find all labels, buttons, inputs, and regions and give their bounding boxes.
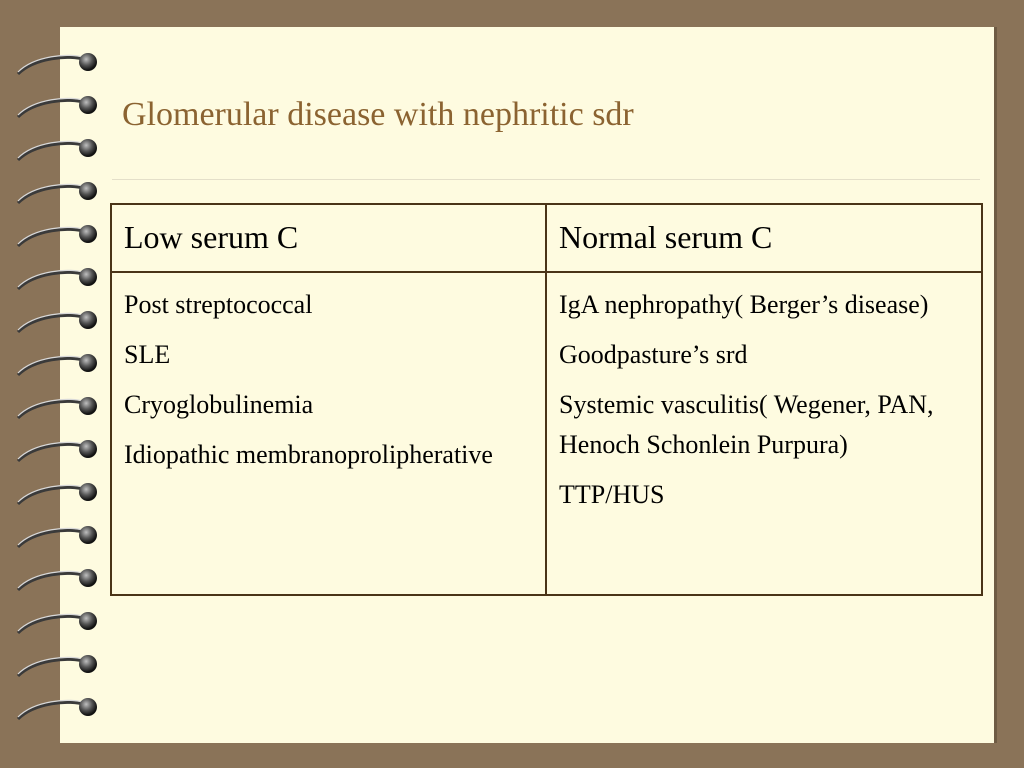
binding-ring xyxy=(18,354,97,375)
binding-ring xyxy=(18,440,97,461)
binding-ring xyxy=(18,698,97,719)
binding-ring xyxy=(18,225,97,246)
binding-ring xyxy=(18,483,97,504)
binding-ring xyxy=(18,311,97,332)
binding-ring xyxy=(18,397,97,418)
binding-ring xyxy=(18,53,97,74)
binding-ring xyxy=(18,268,97,289)
list-item: SLE xyxy=(124,340,171,369)
list-item: Idiopathic membranoprolipherative xyxy=(124,440,493,469)
list-item: Cryoglobulinemia xyxy=(124,390,314,419)
nephritic-table xyxy=(110,203,983,596)
normal-serum-c-cell xyxy=(547,273,981,594)
list-item: Post streptococcal xyxy=(124,290,313,319)
binding-ring xyxy=(18,96,97,117)
binding-ring xyxy=(18,526,97,547)
binding-ring xyxy=(18,139,97,160)
low-serum-c-cell xyxy=(112,273,547,594)
binding-ring xyxy=(18,655,97,676)
page-edge-shadow xyxy=(994,27,997,743)
title-divider xyxy=(112,179,980,180)
binding-ring xyxy=(18,612,97,633)
list-item: Systemic vasculitis( Wegener, PAN, Henoch Schonlein Purpura) xyxy=(559,390,934,459)
slide-title: Glomerular disease with nephritic sdr xyxy=(122,96,634,133)
header-low-serum-c: Low serum C xyxy=(112,205,547,273)
header-normal-serum-c: Normal serum C xyxy=(547,205,981,273)
spiral-binding xyxy=(14,40,104,730)
binding-ring xyxy=(18,569,97,590)
list-item: IgA nephropathy( Berger’s disease) xyxy=(559,290,929,319)
list-item: TTP/HUS xyxy=(559,480,665,509)
binding-ring xyxy=(18,182,97,203)
list-item: Goodpasture’s srd xyxy=(559,340,748,369)
